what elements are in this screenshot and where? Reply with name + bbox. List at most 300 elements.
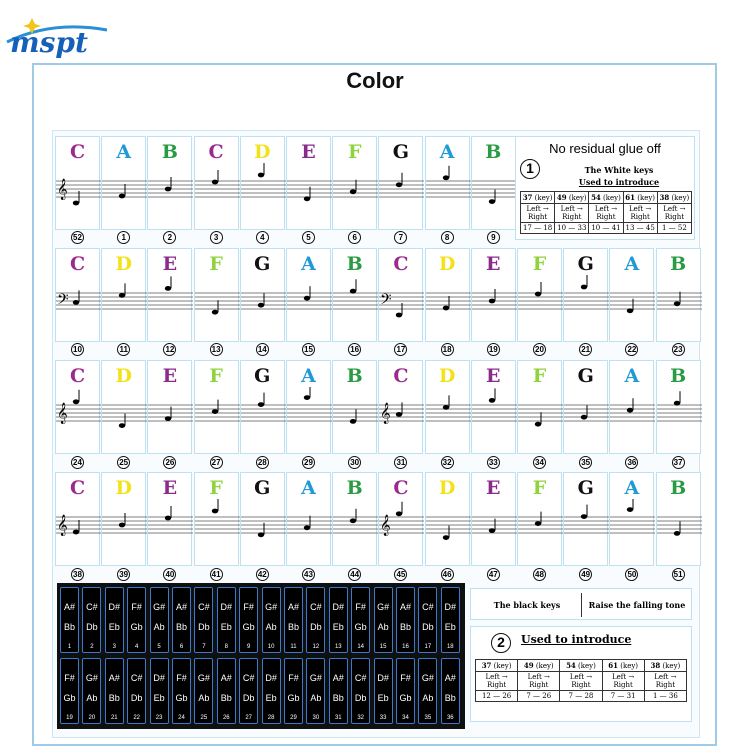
- key-number-label: 33: [487, 456, 500, 469]
- flat-label: Ab: [198, 693, 210, 703]
- white-key-sticker: [471, 360, 516, 454]
- note-letter: B: [670, 477, 687, 499]
- black-key-sticker: [82, 587, 101, 653]
- key-number: [425, 568, 470, 581]
- key-number-label: 23: [672, 343, 685, 356]
- black-key-sticker: [127, 658, 146, 724]
- sharp-label: G#: [421, 673, 434, 683]
- flat-label: Ab: [422, 693, 434, 703]
- white-key-sticker: [656, 248, 701, 342]
- key-number-label: 26: [163, 456, 176, 469]
- black-key-number: 18: [446, 644, 454, 650]
- brand-logo: [2, 8, 112, 63]
- white-key-sticker: [517, 248, 562, 342]
- note-letter: B: [346, 365, 363, 387]
- key-number-label: 10: [71, 343, 84, 356]
- key-number: [378, 568, 423, 581]
- staff-notation: [564, 499, 609, 559]
- black-key-sticker: [60, 587, 79, 653]
- white-key-sticker: [147, 472, 192, 566]
- black-key-number: 24: [178, 715, 185, 721]
- note-letter: G: [254, 253, 271, 275]
- staff-notation: [472, 387, 517, 447]
- black-key-number: 11: [290, 644, 297, 650]
- key-number: [656, 456, 701, 469]
- black-key-sticker: [284, 658, 303, 724]
- key-number: [609, 343, 654, 356]
- key-number-label: 3: [210, 231, 223, 244]
- black-key-number: 34: [402, 715, 409, 721]
- key-number: [471, 456, 516, 469]
- key-number: [194, 456, 239, 469]
- key-count: 37 (key): [476, 660, 518, 672]
- staff-notation: [241, 275, 286, 335]
- white-key-sticker: [240, 472, 285, 566]
- note-letter: A: [624, 365, 640, 387]
- black-key-number: 27: [245, 715, 253, 721]
- svg-text:𝄢: 𝄢: [380, 291, 392, 312]
- key-number: [425, 343, 470, 356]
- key-number-label: 46: [441, 568, 454, 581]
- key-number-label: 13: [210, 343, 223, 356]
- key-number: [240, 456, 285, 469]
- white-key-sticker: [240, 248, 285, 342]
- note-letter: F: [209, 477, 223, 499]
- key-number-label: 45: [394, 568, 407, 581]
- staff-notation: [287, 275, 332, 335]
- key-count: 54 (key): [560, 660, 602, 672]
- white-key-sticker: [563, 472, 608, 566]
- panel-white-keys: [515, 136, 695, 240]
- svg-text:𝄢: 𝄢: [57, 291, 69, 312]
- panel1-title: No residual glue off: [549, 141, 661, 156]
- sharp-label: G#: [377, 602, 390, 612]
- staff-notation: [657, 387, 702, 447]
- staff-notation: [241, 387, 286, 447]
- black-key-sticker: [239, 587, 258, 653]
- note-letter: F: [209, 253, 223, 275]
- white-key-sticker: [425, 472, 470, 566]
- staff-notation: [56, 499, 101, 559]
- key-number-label: 31: [394, 456, 407, 469]
- key-number-label: 37: [672, 456, 685, 469]
- direction-cell: Left → Right: [602, 672, 644, 691]
- flat-label: Bb: [444, 693, 456, 703]
- note-letter: G: [577, 365, 594, 387]
- note-letter: G: [577, 253, 594, 275]
- note-letter: A: [116, 141, 132, 163]
- black-key-sticker: [329, 658, 348, 724]
- staff-notation: [333, 387, 378, 447]
- key-number: [656, 343, 701, 356]
- black-key-number: 20: [88, 715, 96, 721]
- white-key-sticker: [55, 136, 100, 230]
- staff-notation: [241, 163, 286, 223]
- key-number-label: 32: [441, 456, 454, 469]
- white-key-sticker: [609, 472, 654, 566]
- key-number-label: 17: [394, 343, 407, 356]
- key-number: [425, 231, 470, 244]
- white-key-sticker: [55, 472, 100, 566]
- key-number-label: 19: [487, 343, 500, 356]
- white-key-sticker: [194, 472, 239, 566]
- key-number: [332, 231, 377, 244]
- sharp-label: C#: [422, 602, 434, 612]
- black-key-sticker: [284, 587, 303, 653]
- white-key-sticker: [147, 136, 192, 230]
- note-letter: F: [209, 365, 223, 387]
- note-letter: D: [115, 365, 132, 387]
- key-number-label: 52: [71, 231, 84, 244]
- key-number: [517, 456, 562, 469]
- sharp-label: G#: [153, 602, 166, 612]
- key-number: [147, 568, 192, 581]
- black-key-sticker: [262, 587, 281, 653]
- black-key-sticker: [374, 658, 393, 724]
- white-key-sticker: [55, 248, 100, 342]
- direction-cell: Left → Right: [644, 672, 686, 691]
- key-number: [563, 456, 608, 469]
- staff-notation: [148, 275, 193, 335]
- note-letter: A: [624, 477, 640, 499]
- brand-logo-graphic: [2, 8, 112, 63]
- flat-label: Db: [310, 622, 322, 632]
- black-key-sticker: [418, 587, 437, 653]
- white-key-sticker: [378, 248, 423, 342]
- staff-notation: [610, 387, 655, 447]
- staff-notation: [195, 163, 240, 223]
- panel-black-keys: [470, 626, 692, 722]
- flat-label: Bb: [63, 622, 75, 632]
- flat-label: Ab: [310, 693, 322, 703]
- key-number-label: 18: [441, 343, 454, 356]
- key-number: [471, 231, 516, 244]
- sharp-label: A#: [287, 602, 299, 612]
- sharp-label: D#: [332, 602, 345, 612]
- flat-label: Db: [242, 693, 255, 703]
- black-key-number: 5: [157, 644, 161, 650]
- key-number: [194, 231, 239, 244]
- key-number-label: 16: [348, 343, 361, 356]
- white-key-sticker: [101, 136, 146, 230]
- key-number: [378, 456, 423, 469]
- panel2-key-table: [475, 659, 687, 702]
- black-key-number: 13: [334, 644, 342, 650]
- key-number-label: 39: [117, 568, 130, 581]
- flat-label: Ab: [86, 693, 98, 703]
- black-key-sticker: [306, 658, 325, 724]
- staff-notation: [472, 163, 517, 223]
- note-letter: C: [393, 365, 409, 387]
- key-number: [55, 568, 100, 581]
- note-letter: D: [115, 477, 132, 499]
- key-number-label: 50: [625, 568, 638, 581]
- staff-notation: [472, 499, 517, 559]
- staff-notation: [610, 275, 655, 335]
- black-key-number: 22: [133, 715, 141, 721]
- staff-notation: [148, 387, 193, 447]
- white-key-sticker: [563, 248, 608, 342]
- key-number: [378, 231, 423, 244]
- black-key-number: 19: [66, 715, 73, 721]
- staff-notation: [195, 387, 240, 447]
- key-count: 61 (key): [602, 660, 644, 672]
- white-key-sticker: [194, 248, 239, 342]
- black-key-number: 7: [202, 644, 206, 650]
- black-key-sticker: [194, 587, 213, 653]
- sharp-label: F#: [176, 673, 187, 683]
- key-number: [286, 343, 331, 356]
- black-key-sticker: [418, 658, 437, 724]
- key-number-label: 36: [625, 456, 638, 469]
- black-key-number: 21: [110, 715, 118, 721]
- black-key-number: 31: [334, 715, 342, 721]
- note-letter: D: [115, 253, 132, 275]
- note-letter: F: [347, 141, 362, 163]
- white-key-sticker: [286, 248, 331, 342]
- black-key-number: 35: [424, 715, 432, 721]
- black-key-number: 8: [224, 644, 228, 650]
- direction-cell: Left → Right: [521, 204, 555, 223]
- key-number-label: 5: [302, 231, 315, 244]
- white-key-sticker: [425, 136, 470, 230]
- range-cell: 1 — 36: [644, 691, 686, 702]
- flat-label: Gb: [242, 622, 255, 632]
- key-number: [286, 568, 331, 581]
- white-key-sticker: [471, 136, 516, 230]
- staff-notation: [287, 499, 332, 559]
- range-cell: 1 — 52: [657, 223, 691, 234]
- key-number-label: 25: [117, 456, 130, 469]
- black-keys-label-right: Raise the falling tone: [588, 600, 686, 610]
- black-key-sticker: [396, 658, 415, 724]
- key-count: 49 (key): [518, 660, 560, 672]
- key-number-label: 22: [625, 343, 638, 356]
- staff-notation: [102, 499, 147, 559]
- key-number: [55, 231, 100, 244]
- note-letter: E: [486, 477, 501, 499]
- sharp-label: D#: [153, 673, 165, 683]
- sharp-label: D#: [377, 673, 389, 683]
- sharp-label: C#: [130, 673, 143, 683]
- black-key-number: 1: [67, 644, 72, 650]
- note-letter: D: [438, 253, 456, 275]
- black-key-sticker: [351, 587, 370, 653]
- black-keys-label-left: The black keys: [493, 600, 561, 610]
- staff-notation: [241, 499, 286, 559]
- white-key-sticker: [332, 136, 377, 230]
- note-letter: A: [301, 253, 316, 275]
- key-number-label: 6: [348, 231, 361, 244]
- note-letter: E: [162, 253, 178, 275]
- key-number-label: 43: [302, 568, 315, 581]
- key-number-label: 34: [533, 456, 546, 469]
- svg-text:𝄞: 𝄞: [380, 515, 392, 536]
- staff-notation: [195, 275, 240, 335]
- key-number: [101, 568, 146, 581]
- note-letter: A: [301, 365, 316, 387]
- flat-label: Bb: [287, 622, 299, 632]
- note-letter: E: [162, 365, 178, 387]
- staff-notation: [426, 163, 471, 223]
- key-number: [240, 568, 285, 581]
- staff-notation: [379, 163, 424, 223]
- black-key-number: 36: [446, 715, 454, 721]
- range-cell: 7 — 28: [560, 691, 602, 702]
- note-letter: B: [346, 253, 363, 275]
- black-key-number: 29: [290, 715, 297, 721]
- staff-notation: [518, 387, 563, 447]
- white-key-sticker: [517, 472, 562, 566]
- flat-label: Gb: [175, 693, 188, 703]
- black-key-number: 2: [90, 644, 94, 650]
- key-number-label: 41: [210, 568, 223, 581]
- key-number: [240, 343, 285, 356]
- label-divider: [581, 593, 582, 617]
- white-key-sticker: [286, 360, 331, 454]
- black-key-sticker: [60, 658, 79, 724]
- key-number: [147, 231, 192, 244]
- key-number: [332, 568, 377, 581]
- flat-label: Eb: [332, 622, 344, 632]
- note-letter: D: [438, 477, 456, 499]
- white-key-sticker: [101, 248, 146, 342]
- black-key-sticker: [306, 587, 325, 653]
- black-key-number: 28: [267, 715, 275, 721]
- key-number: [425, 456, 470, 469]
- panel1-key-table: [520, 191, 692, 234]
- sharp-label: F#: [131, 602, 142, 612]
- staff-notation: [102, 275, 147, 335]
- note-letter: B: [485, 141, 502, 163]
- direction-cell: Left → Right: [560, 672, 602, 691]
- staff-notation: [333, 163, 378, 223]
- white-key-sticker: [332, 472, 377, 566]
- flat-label: Db: [354, 693, 367, 703]
- sharp-label: D#: [220, 602, 233, 612]
- key-count: 54 (key): [589, 192, 623, 204]
- flat-label: Eb: [153, 693, 165, 703]
- note-letter: C: [69, 141, 86, 163]
- key-number-label: 21: [579, 343, 592, 356]
- staff-notation: [379, 499, 424, 559]
- key-number: [286, 456, 331, 469]
- key-number: [101, 231, 146, 244]
- staff-notation: [56, 163, 101, 223]
- note-letter: F: [532, 253, 547, 275]
- staff-notation: [195, 499, 240, 559]
- note-letter: G: [254, 477, 271, 499]
- key-number-label: 49: [579, 568, 592, 581]
- black-key-sticker: [150, 587, 169, 653]
- staff-notation: [102, 163, 147, 223]
- black-key-number: 14: [357, 644, 365, 650]
- key-number: [563, 568, 608, 581]
- note-letter: A: [439, 141, 455, 163]
- flat-label: Eb: [108, 622, 120, 632]
- key-number: [147, 456, 192, 469]
- key-number: [240, 231, 285, 244]
- black-key-number: 17: [424, 644, 432, 650]
- black-key-sticker: [441, 587, 460, 653]
- sharp-label: D#: [265, 673, 277, 683]
- direction-cell: Left → Right: [657, 204, 691, 223]
- white-key-sticker: [147, 360, 192, 454]
- white-key-sticker: [609, 360, 654, 454]
- sharp-label: D#: [108, 602, 121, 612]
- key-number-label: 9: [487, 231, 500, 244]
- key-number: [563, 343, 608, 356]
- key-count: 61 (key): [623, 192, 657, 204]
- flat-label: Gb: [287, 693, 300, 703]
- range-cell: 17 — 18: [521, 223, 555, 234]
- black-key-sticker: [329, 587, 348, 653]
- black-key-number: 4: [135, 644, 139, 650]
- key-number: [101, 343, 146, 356]
- direction-cell: Left → Right: [555, 204, 589, 223]
- flat-label: Bb: [175, 622, 187, 632]
- staff-notation: [102, 387, 147, 447]
- staff-notation: [379, 387, 424, 447]
- black-key-number: 12: [312, 644, 320, 650]
- key-number: [378, 343, 423, 356]
- svg-text:𝄞: 𝄞: [57, 179, 68, 200]
- flat-label: Gb: [130, 622, 143, 632]
- black-key-sticker: [82, 658, 101, 724]
- note-letter: E: [162, 477, 178, 499]
- note-letter: G: [392, 141, 409, 163]
- staff-notation: [148, 499, 193, 559]
- black-key-number: 30: [312, 715, 320, 721]
- key-number-label: 8: [441, 231, 454, 244]
- note-letter: G: [577, 477, 594, 499]
- sharp-label: C#: [198, 602, 210, 612]
- staff-notation: [472, 275, 517, 335]
- note-letter: C: [69, 253, 86, 275]
- sharp-label: C#: [354, 673, 367, 683]
- key-number: [471, 568, 516, 581]
- sharp-label: G#: [85, 673, 98, 683]
- black-key-sticker: [217, 587, 236, 653]
- range-cell: 13 — 45: [623, 223, 657, 234]
- direction-cell: Left → Right: [518, 672, 560, 691]
- flat-label: Ab: [153, 622, 165, 632]
- key-number-label: 30: [348, 456, 361, 469]
- direction-cell: Left → Right: [589, 204, 623, 223]
- note-letter: B: [346, 477, 363, 499]
- white-key-sticker: [286, 472, 331, 566]
- staff-notation: [287, 387, 332, 447]
- black-key-number: 16: [402, 644, 409, 650]
- note-letter: A: [301, 477, 316, 499]
- key-number: [332, 456, 377, 469]
- flat-label: Db: [130, 693, 143, 703]
- range-cell: 10 — 33: [555, 223, 589, 234]
- note-letter: A: [624, 253, 640, 275]
- sharp-label: A#: [175, 602, 187, 612]
- black-key-number: 23: [155, 715, 163, 721]
- flat-label: Eb: [265, 693, 277, 703]
- black-key-sticker: [262, 658, 281, 724]
- staff-notation: [56, 275, 101, 335]
- note-letter: D: [438, 365, 456, 387]
- staff-notation: [426, 499, 471, 559]
- flat-label: Db: [422, 622, 434, 632]
- note-letter: C: [393, 253, 409, 275]
- black-key-number: 3: [112, 644, 116, 650]
- key-number-label: 27: [210, 456, 223, 469]
- black-key-number: 26: [222, 715, 230, 721]
